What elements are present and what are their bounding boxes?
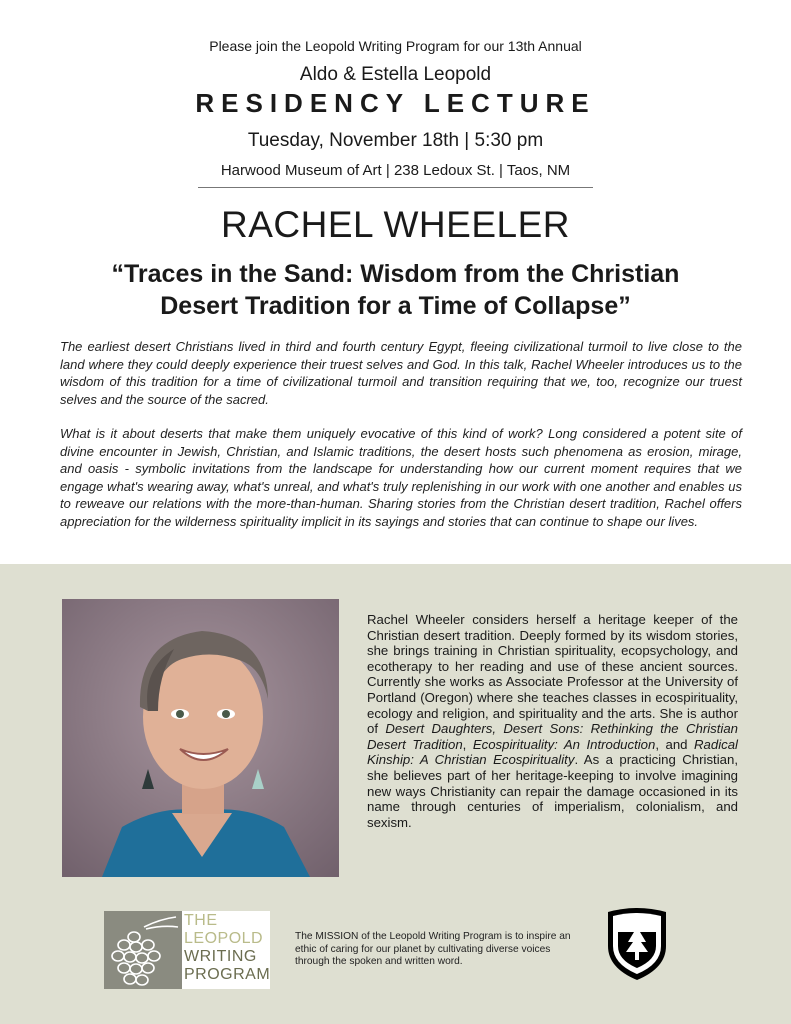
abstract-paragraph-2: What is it about deserts that make them uniquely evocative of this kind of work? Long considered a potent site of divine encounter in Jewish, Christian, and Islamic traditions, the desert hosts such phenomena as erosion, mirage, and oasis - symbolic invitations from the landscape for understanding how our current moment requires that we engage what's wearing away, what's unreal, and what's truly replenishing in our work with one another and enables us to reweave our relations with the more-than-human. Sharing stories from the Christian desert tradition, Rachel offers appreciation for the wilderness spirituality implicit in its sayings and stories that can continue to shape our lives. — [60, 426, 742, 529]
event-date-time: Tuesday, November 18th | 5:30 pm — [247, 130, 544, 151]
talk-title-line-1: “Traces in the Sand: Wisdom from the Christian — [111, 260, 680, 288]
lecture-title: RESIDENCY LECTURE — [195, 88, 596, 118]
honoree-names: Aldo & Estella Leopold — [299, 64, 492, 85]
event-venue: Harwood Museum of Art | 238 Ledoux St. | Taos, NM — [220, 162, 571, 179]
bio-book-1: Desert Daughters, Desert Sons: Rethinking the Christian Desert Tradition — [367, 721, 738, 752]
speaker-bio — [367, 612, 738, 830]
bio-book-2: Ecospirituality: An Introduction — [472, 736, 656, 752]
speaker-portrait — [62, 599, 339, 877]
bio-separator-2: , and — [655, 736, 694, 752]
invite-line: Please join the Leopold Writing Program for our 13th Annual — [209, 38, 582, 54]
bio-book-3: Radical Kinship: A Christian Ecospirituality — [367, 736, 738, 768]
talk-title-line-2: Desert Tradition for a Time of Collapse” — [160, 292, 631, 320]
logo-wordmark — [184, 912, 270, 984]
talk-abstract — [60, 338, 742, 530]
mission-statement: The MISSION of the Leopold Writing Program is to inspire an ethic of caring for our planet by cultivating diverse voices through the spoken and written word. — [295, 931, 571, 967]
abstract-paragraph-1: The earliest desert Christians lived in third and fourth century Egypt, fleeing civilizational turmoil to live close to the land where they could deeply experience their truest selves and God. In this talk, Rachel Wheeler introduces us to the wisdom of this tradition for a time of civilizational turmoil and transition requiring that we, too, recognize our truest selves and the source of the sacred. — [60, 339, 742, 407]
logo-line-1: THE — [184, 912, 218, 929]
logo-line-2: LEOPOLD — [184, 930, 264, 947]
speaker-name: RACHEL WHEELER — [221, 204, 570, 245]
logo-line-4: PROGRAM — [184, 966, 271, 983]
header-divider — [198, 187, 593, 188]
bio-text-1: Rachel Wheeler considers herself a heritage keeper of the Christian desert tradition. Deeply formed by its wisdom stories, she brings training in Christian spirituality, ecopsychology, and ecotherapy to her reading and use of these ancient sources. Currently she works as Associate Professor at the University of Portland (Oregon) where she teaches classes in ecospirituality, ecology and religion, and spirituality and the arts. She is author of — [367, 612, 738, 737]
bio-text-2: . As a practicing Christian, she believes part of her heritage-keeping to involve imagining new ways Christianity can repair the damage occasioned in its name through centuries of imperialism, colonialism, and sexism. — [367, 752, 738, 830]
portrait-illustration — [62, 599, 339, 877]
leopold-writing-program-logo — [104, 911, 270, 989]
talk-title — [0, 258, 791, 322]
logo-line-3: WRITING — [184, 948, 257, 965]
forest-service-shield-icon — [604, 906, 670, 982]
pinecone-icon — [104, 911, 182, 989]
bio-separator-1: , — [462, 736, 473, 752]
